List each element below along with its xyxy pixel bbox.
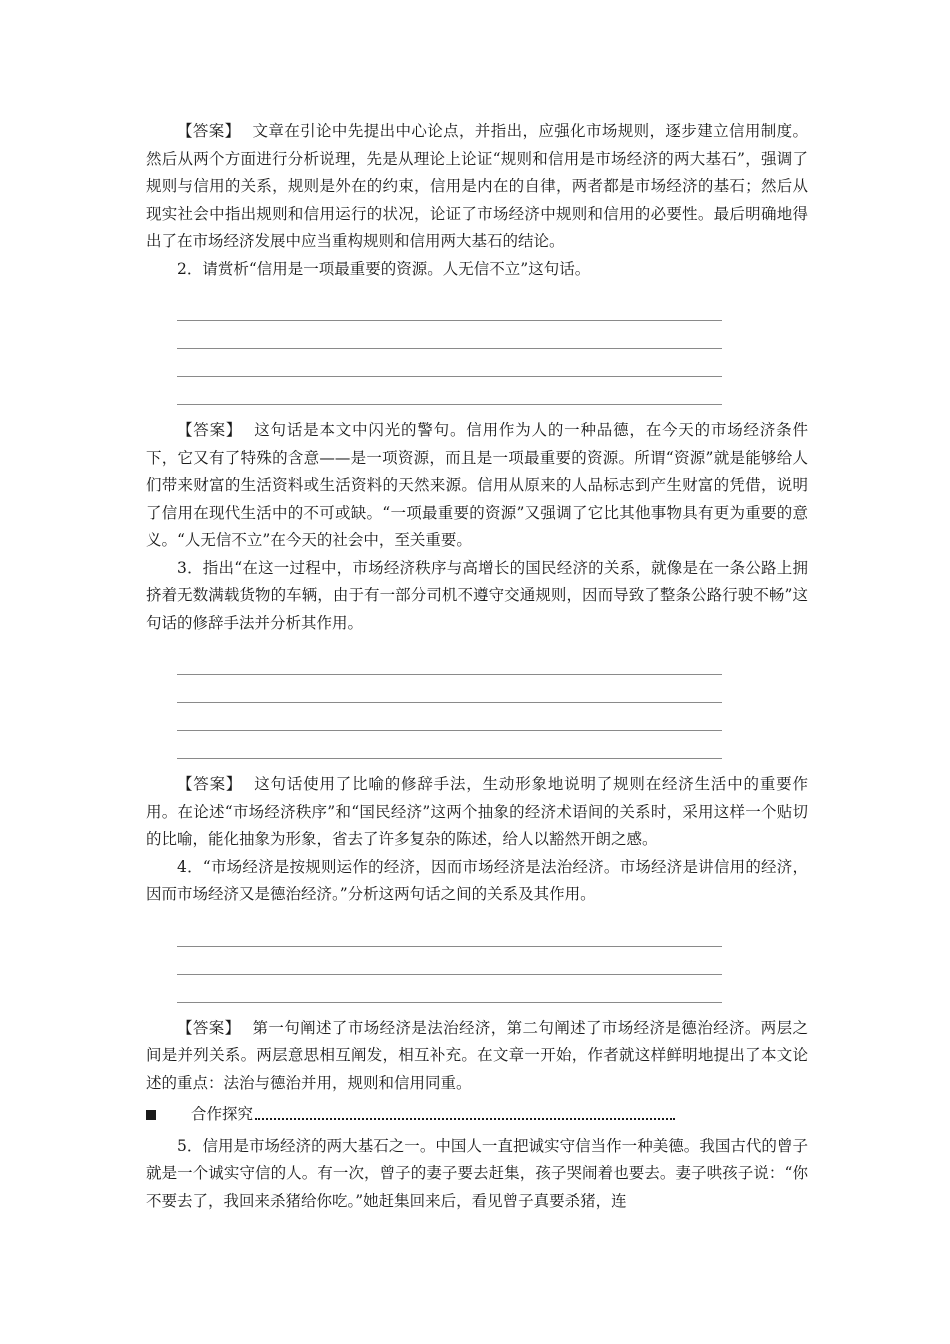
answer-text: 这句话使用了比喻的修辞手法，生动形象地说明了规则在经济生活中的重要作用。在论述“市场经济秩序”和“国民经济”这两个抽象的经济术语间的关系时，采用这样一个贴切的比喻，能化抽象为形象，省去了许多复杂的陈述，给人以豁然开朗之感。 <box>146 775 808 848</box>
answer-line[interactable] <box>177 975 722 1003</box>
answer-lines-3[interactable] <box>177 647 722 759</box>
answer-tag: 【答案】 <box>177 122 241 140</box>
answer-1 <box>146 118 808 256</box>
answer-line[interactable] <box>177 675 722 703</box>
answer-text: 第一句阐述了市场经济是法治经济，第二句阐述了市场经济是德治经济。两层之间是并列关系。两层意思相互阐发，相互补充。在文章一开始，作者就这样鲜明地提出了本文论述的重点：法治与德治并用，规则和信用同重。 <box>146 1018 808 1092</box>
answer-line[interactable] <box>177 293 722 321</box>
answer-4 <box>146 1015 808 1098</box>
question-3: 3．指出“在这一过程中，市场经济秩序与高增长的国民经济的关系，就像是在一条公路上拥挤着无数满载货物的车辆，由于有一部分司机不遵守交通规则，因而导致了整条公路行驶不畅”这句话的修辞手法并分析其作用。 <box>146 558 808 632</box>
answer-line[interactable] <box>177 321 722 349</box>
answer-line[interactable] <box>177 919 722 947</box>
answer-tag: 【答案】 <box>177 421 243 439</box>
answer-text: 这句话是本文中闪光的警句。信用作为人的一种品德，在今天的市场经济条件下，它又有了特殊的含意——是一项资源，而且是一项最重要的资源。所谓“资源”就是能够给人们带来财富的生活资料或生活资料的天然来源。信用从原来的人品标志到产生财富的凭借，说明了信用在现代生活中的不可或缺。“一项最重要的资源”又强调了它比其他事物具有更为重要的意义。“人无信不立”在今天的社会中，至关重要。 <box>146 421 808 549</box>
document-page <box>146 118 808 1215</box>
answer-text: 文章在引论中先提出中心论点，并指出，应强化市场规则，逐步建立信用制度。然后从两个方面进行分析说理，先是从理论上论证“规则和信用是市场经济的两大基石”，强调了规则与信用的关系，规则是外在的约束，信用是内在的自律，两者都是市场经济的基石；然后从现实社会中指出规则和信用运行的状况，论证了市场经济中规则和信用的必要性。最后明确地得出了在市场经济发展中应当重构规则和信用两大基石的结论。 <box>146 122 808 250</box>
answer-line[interactable] <box>177 349 722 377</box>
answer-line[interactable] <box>177 703 722 731</box>
question-5: 5．信用是市场经济的两大基石之一。中国人一直把诚实守信当作一种美德。我国古代的曾子就是一个诚实守信的人。有一次，曾子的妻子要去赶集，孩子哭闹着也要去。妻子哄孩子说：“你不要去了，我回来杀猪给你吃。”她赶集回来后，看见曾子真要杀猪，连 <box>146 1136 808 1210</box>
question-2: 2．请赏析“信用是一项最重要的资源。人无信不立”这句话。 <box>177 259 591 278</box>
answer-3 <box>146 771 808 854</box>
answer-line[interactable] <box>177 947 722 975</box>
section-title: 合作探究 <box>191 1105 254 1123</box>
answer-line[interactable] <box>177 377 722 405</box>
square-bullet-icon <box>146 1110 156 1120</box>
answer-lines-4[interactable] <box>177 919 722 1003</box>
section-header <box>146 1101 808 1129</box>
answer-line[interactable] <box>177 647 722 675</box>
answer-2 <box>146 417 808 555</box>
answer-line[interactable] <box>177 731 722 759</box>
answer-lines-2[interactable] <box>177 293 722 405</box>
answer-tag: 【答案】 <box>177 775 243 793</box>
dotted-rule <box>255 1118 675 1120</box>
answer-tag: 【答案】 <box>177 1018 241 1037</box>
question-4: 4．“市场经济是按规则运作的经济，因而市场经济是法治经济。市场经济是讲信用的经济，因而市场经济又是德治经济。”分析这两句话之间的关系及其作用。 <box>146 857 808 903</box>
